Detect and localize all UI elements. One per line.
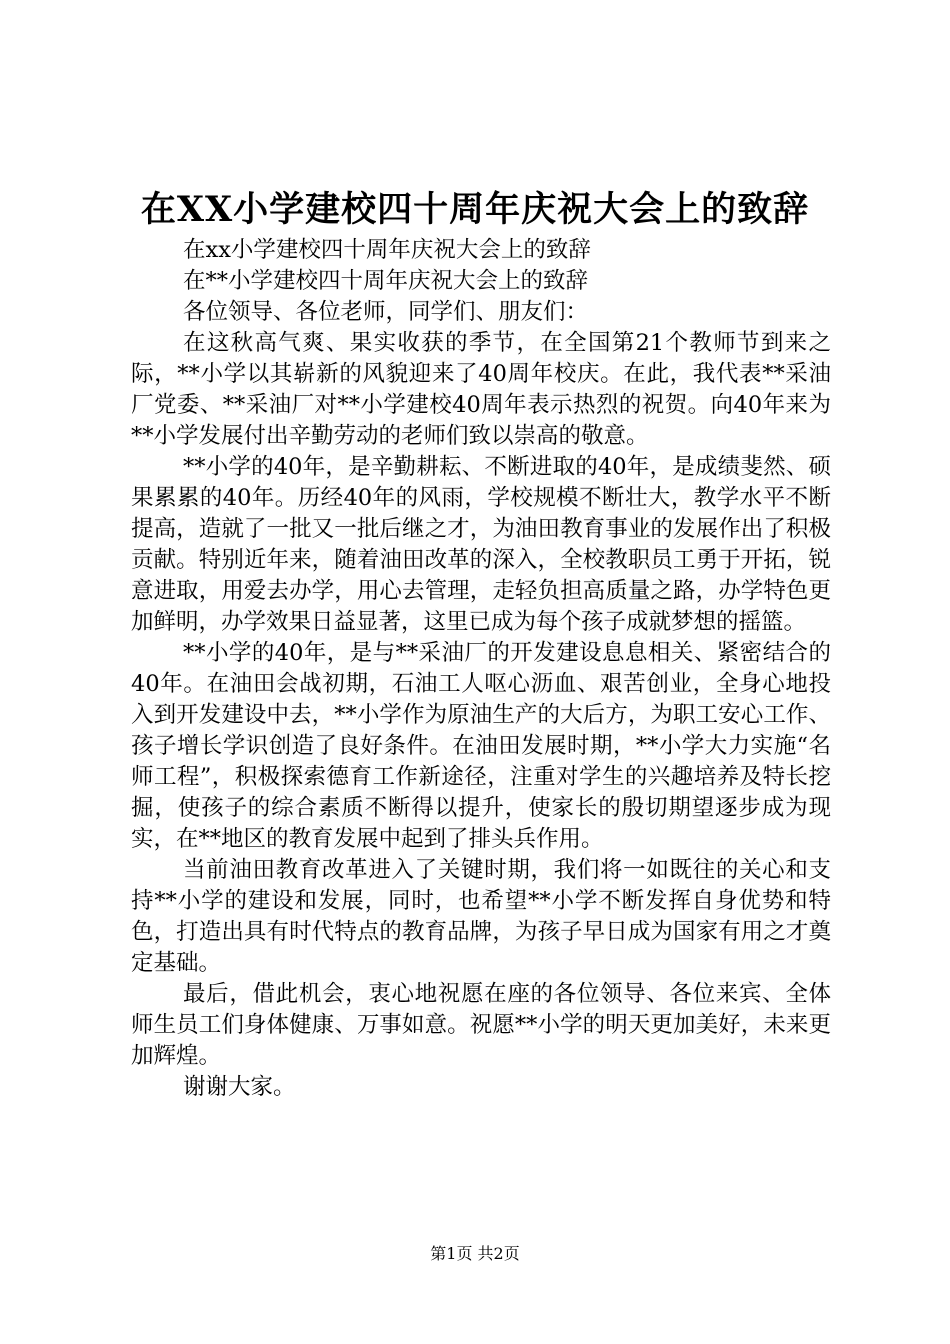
subtitle-line: 在**小学建校四十周年庆祝大会上的致辞 [183, 268, 589, 294]
closing-line: 谢谢大家。 [183, 1074, 296, 1100]
body-paragraph: 在这秋高气爽、果实收获的季节，在全国第21个教师节到来之际，**小学以其崭新的风貌迎来了40周年校庆。在此，我代表**采油厂党委、**采油厂对**小学建校40周年表示热烈的祝贺。向40年来为**小学发展付出辛勤劳动的老师们致以崇高的敬意。 [131, 330, 831, 449]
subtitle-line: 在xx小学建校四十周年庆祝大会上的致辞 [183, 237, 591, 263]
document-title: 在XX小学建校四十周年庆祝大会上的致辞 [140, 189, 810, 230]
document-body [131, 235, 831, 1103]
salutation: 各位领导、各位老师，同学们、朋友们： [183, 299, 589, 325]
body-paragraph: **小学的40年，是与**采油厂的开发建设息息相关、紧密结合的40年。在油田会战初期，石油工人呕心沥血、艰苦创业，全身心地投入到开发建设中去，**小学作为原油生产的大后方，为职工安心工作、孩子增长学识创造了良好条件。在油田发展时期，**小学大力实施“名师工程”，积极探索德育工作新途径，注重对学生的兴趣培养及特长挖掘，使孩子的综合素质不断得以提升，使家长的殷切期望逐步成为现实，在**地区的教育发展中起到了排头兵作用。 [131, 640, 831, 852]
body-paragraph: 当前油田教育改革进入了关键时期，我们将一如既往的关心和支持**小学的建设和发展，同时，也希望**小学不断发挥自身优势和特色，打造出具有时代特点的教育品牌，为孩子早日成为国家有用之才奠定基础。 [131, 857, 831, 976]
page-number: 第1页 共2页 [430, 1244, 520, 1263]
body-paragraph: 最后，借此机会，衷心地祝愿在座的各位领导、各位来宾、全体师生员工们身体健康、万事如意。祝愿**小学的明天更加美好，未来更加辉煌。 [131, 981, 831, 1069]
body-paragraph: **小学的40年，是辛勤耕耘、不断进取的40年，是成绩斐然、硕果累累的40年。历经40年的风雨，学校规模不断壮大，教学水平不断提高，造就了一批又一批后继之才，为油田教育事业的发展作出了积极贡献。特别近年来，随着油田改革的深入，全校教职员工勇于开拓，锐意进取，用爱去办学，用心去管理，走轻负担高质量之路，办学特色更加鲜明，办学效果日益显著，这里已成为每个孩子成就梦想的摇篮。 [131, 454, 831, 635]
